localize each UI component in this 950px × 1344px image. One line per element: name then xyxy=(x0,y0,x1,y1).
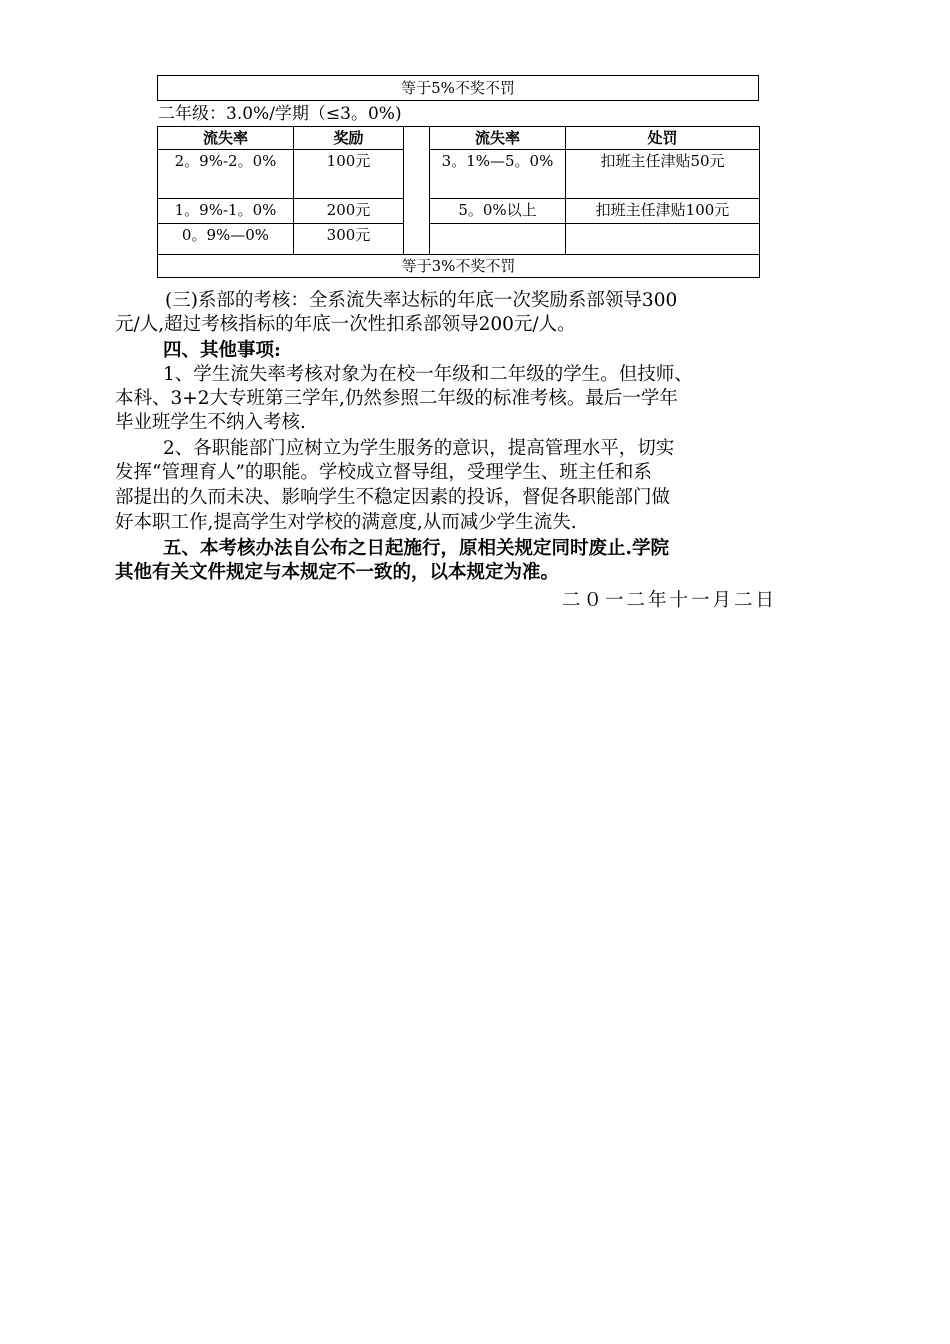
para-dept-assessment-line2: 元/人,超过考核指标的年底一次性扣系部领导200元/人。 xyxy=(115,314,576,335)
item2-line2: 发挥“管理育人”的职能。学校成立督导组，受理学生、班主任和系 xyxy=(115,462,652,483)
table-cell xyxy=(430,224,566,255)
table-cell: 300元 xyxy=(294,224,404,255)
section5-line1: 五、本考核办法自公布之日起施行，原相关规定同时废止.学院 xyxy=(163,538,669,559)
table-cell: 1。9%-1。0% xyxy=(158,199,294,224)
item2-line1: 2、各职能部门应树立为学生服务的意识，提高管理水平，切实 xyxy=(163,438,675,459)
item1-line3: 毕业班学生不纳入考核. xyxy=(115,412,306,433)
table-row xyxy=(158,150,760,199)
table-row xyxy=(158,199,760,224)
table-cell: 扣班主任津贴50元 xyxy=(566,150,760,199)
item1-line2: 本科、3+2大专班第三学年,仍然参照二年级的标准考核。最后一学年 xyxy=(115,388,678,409)
table-cell: 3。1%—5。0% xyxy=(430,150,566,199)
header-penalty: 处罚 xyxy=(566,127,760,150)
item2-line4: 好本职工作,提高学生对学校的满意度,从而减少学生流失. xyxy=(115,512,577,533)
section5-line2: 其他有关文件规定与本规定不一致的，以本规定为准。 xyxy=(115,562,560,583)
item2-line3: 部提出的久而未决、影响学生不稳定因素的投诉，督促各职能部门做 xyxy=(115,487,671,508)
grade2-table xyxy=(157,126,760,278)
document-date: 二０一二年十一月二日 xyxy=(562,590,778,611)
para-dept-assessment-line1: (三)系部的考核：全系流失率达标的年底一次奖励系部领导300 xyxy=(165,290,678,311)
table-row xyxy=(158,76,759,101)
table-cell: 200元 xyxy=(294,199,404,224)
header-reward: 奖励 xyxy=(294,127,404,150)
table-cell: 100元 xyxy=(294,150,404,199)
header-rate-reward: 流失率 xyxy=(158,127,294,150)
table-cell xyxy=(566,224,760,255)
table-cell: 5。0%以上 xyxy=(430,199,566,224)
header-rate-penalty: 流失率 xyxy=(430,127,566,150)
section4-heading: 四、其他事项: xyxy=(163,340,281,361)
table-cell: 2。9%-2。0% xyxy=(158,150,294,199)
no-reward-note: 等于5%不奖不罚 xyxy=(158,76,759,101)
table-footer-row xyxy=(158,255,760,278)
table-header-row xyxy=(158,127,760,150)
item1-line1: 1、学生流失率考核对象为在校一年级和二年级的学生。但技师、 xyxy=(163,364,693,385)
table-cell: 0。9%—0% xyxy=(158,224,294,255)
grade2-title: 二年级：3.0%/学期（≤3。0%) xyxy=(158,104,402,124)
table-footer-note: 等于3%不奖不罚 xyxy=(158,255,760,278)
table-gap xyxy=(404,127,430,255)
table-cell: 扣班主任津贴100元 xyxy=(566,199,760,224)
table-row xyxy=(158,224,760,255)
grade1-footer-table xyxy=(157,75,759,101)
